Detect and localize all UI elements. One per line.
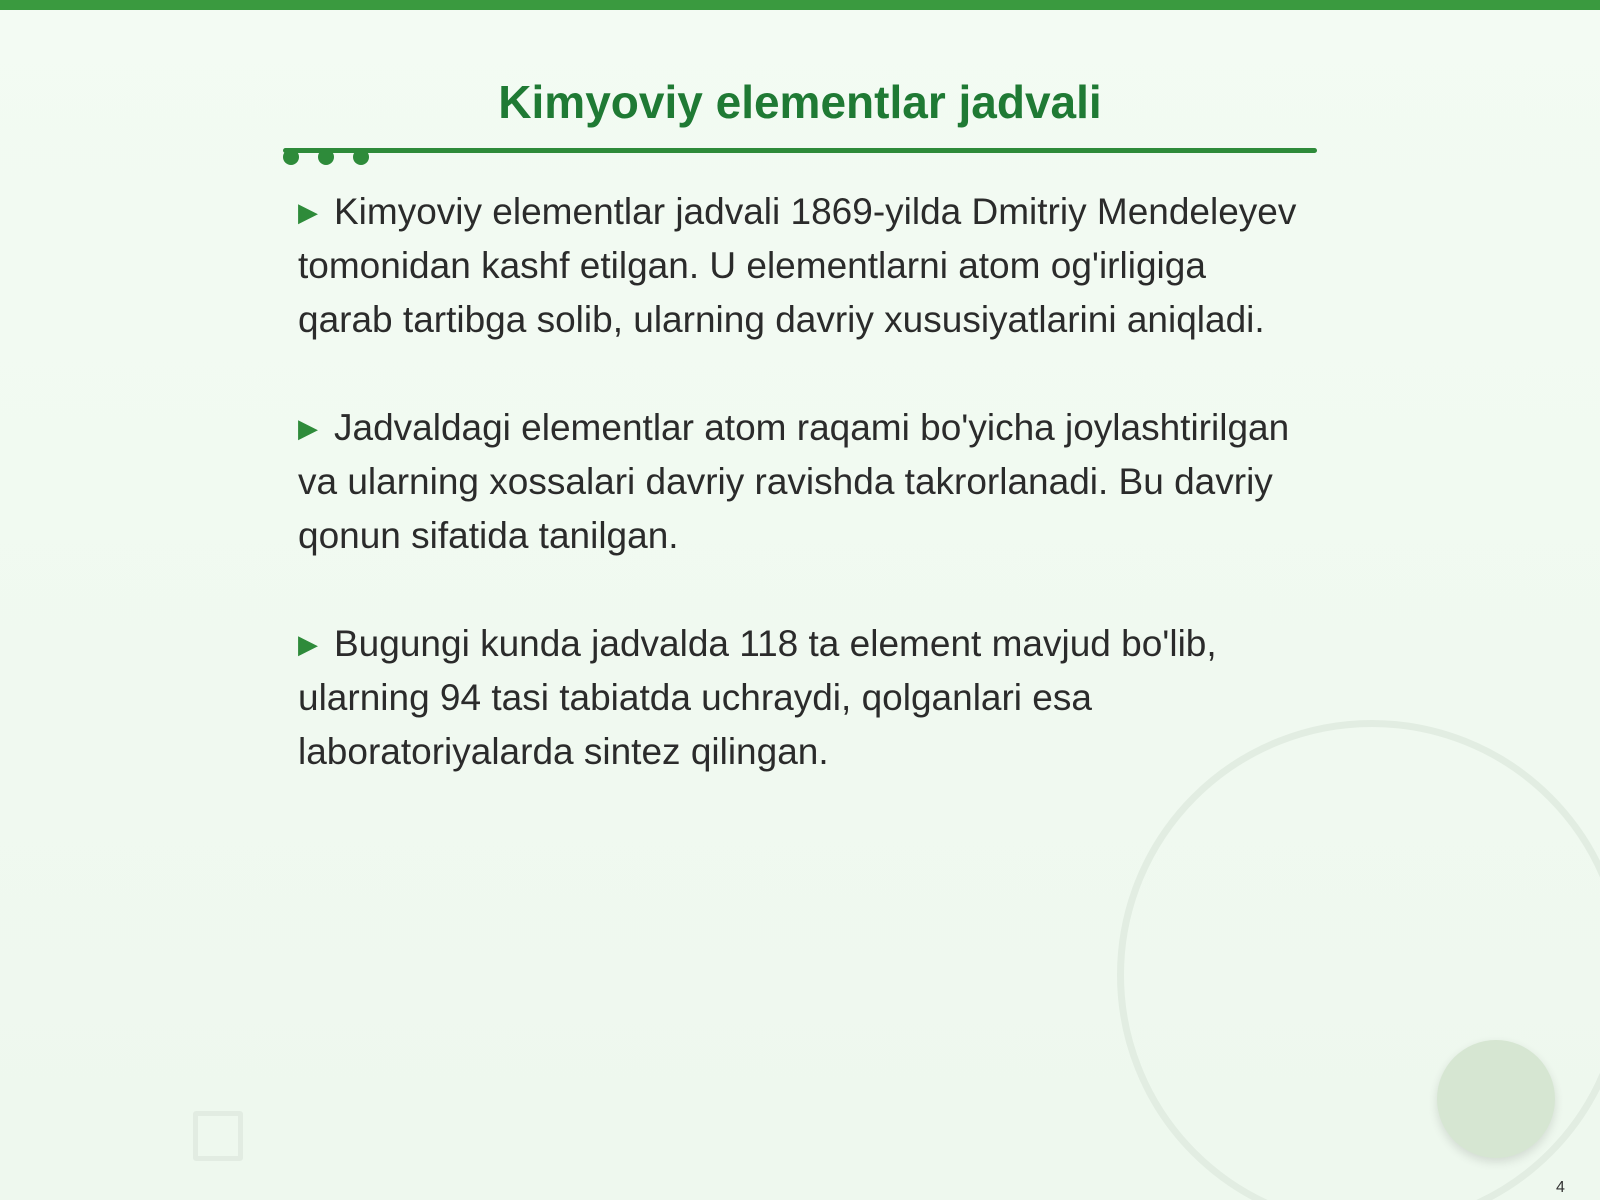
decorative-circle xyxy=(1437,1040,1555,1158)
top-accent-bar xyxy=(0,0,1600,10)
page-number: 4 xyxy=(1556,1179,1565,1196)
bullet-item xyxy=(298,185,1310,347)
decorative-dot xyxy=(353,149,369,165)
title-underline xyxy=(283,148,1317,153)
bullet-text: Bugungi kunda jadvalda 118 ta element mavjud bo'lib, ularning 94 tasi tabiatda uchraydi, qolganlari esa laboratoriyalarda sintez qilingan. xyxy=(298,623,1217,772)
bullet-item xyxy=(298,617,1310,779)
triangle-bullet-icon: ▶ xyxy=(298,413,318,443)
decorative-dot xyxy=(318,149,334,165)
decorative-square xyxy=(193,1111,243,1161)
bullet-list xyxy=(298,185,1310,779)
slide-title: Kimyoviy elementlar jadvali xyxy=(498,76,1102,128)
decorative-dot xyxy=(283,149,299,165)
triangle-bullet-icon: ▶ xyxy=(298,629,318,659)
bullet-item xyxy=(298,401,1310,563)
bullet-text: Kimyoviy elementlar jadvali 1869-yilda Dmitriy Mendeleyev tomonidan kashf etilgan. U elementlarni atom og'irligiga qarab tartibga solib, ularning davriy xususiyatlarini aniqladi. xyxy=(298,191,1297,340)
bullet-text: Jadvaldagi elementlar atom raqami bo'yicha joylashtirilgan va ularning xossalari davriy ravishda takrorlanadi. Bu davriy qonun sifatida tanilgan. xyxy=(298,407,1290,556)
triangle-bullet-icon: ▶ xyxy=(298,197,318,227)
